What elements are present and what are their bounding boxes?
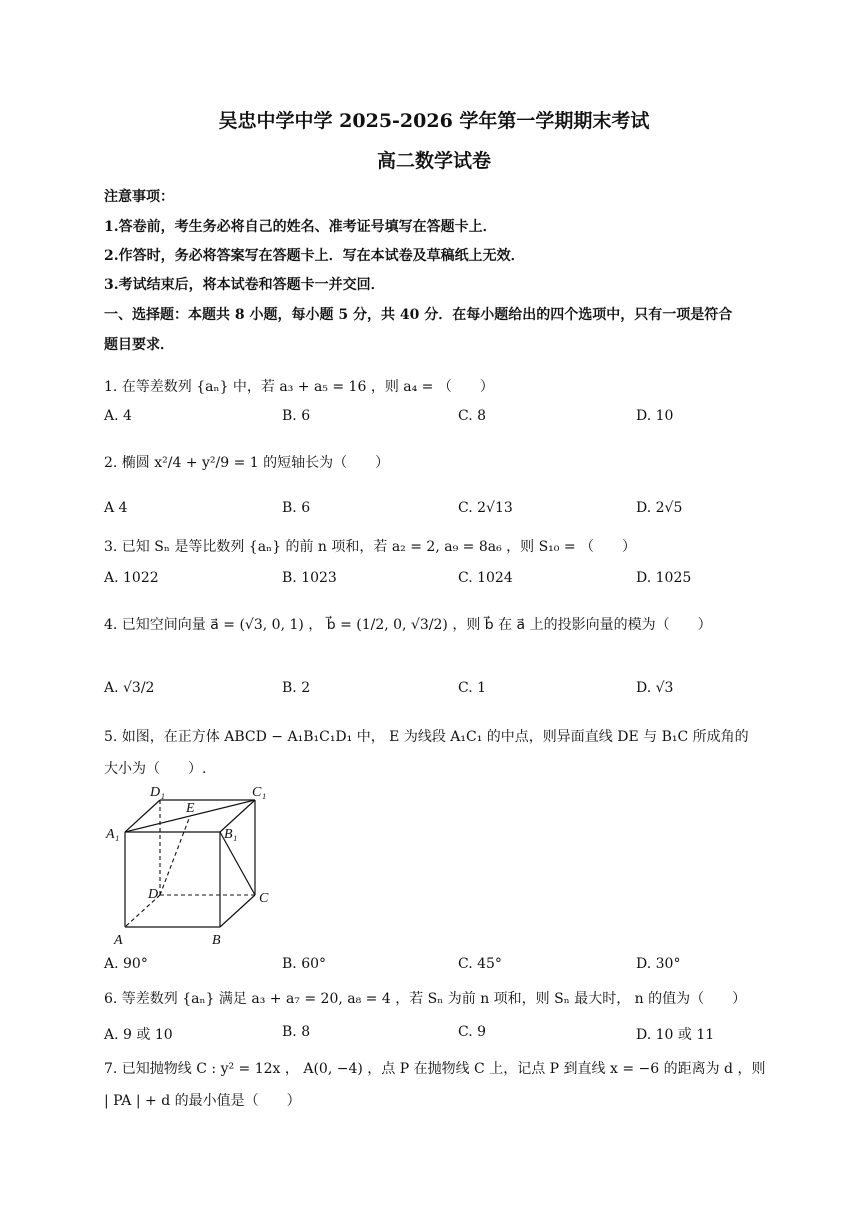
question-5-stem-cont: 大小为（ ）. bbox=[104, 761, 207, 777]
question-2-option-b: B. 6 bbox=[282, 500, 311, 516]
question-3-option-d: D. 1025 bbox=[636, 570, 692, 586]
edge-cb bbox=[220, 895, 255, 927]
question-2-option-a: A 4 bbox=[104, 500, 128, 516]
question-3-stem: 3. 已知 Sₙ 是等比数列 {aₙ} 的前 n 项和，若 a₂ = 2, a₉ = 8a₆ ，则 S₁₀ = （ ） bbox=[104, 539, 637, 555]
notice-item-3: 3.考试结束后，将本试卷和答题卡一并交回． bbox=[104, 277, 385, 293]
question-2-option-d: D. 2√5 bbox=[636, 500, 683, 516]
question-6-option-c: C. 9 bbox=[458, 1024, 487, 1040]
notice-item-1: 1.答卷前，考生务必将自己的姓名、准考证号填写在答题卡上． bbox=[104, 219, 497, 235]
question-3-option-a: A. 1022 bbox=[104, 570, 159, 586]
question-6-option-b: B. 8 bbox=[282, 1024, 311, 1040]
question-3-option-b: B. 1023 bbox=[282, 570, 337, 586]
question-4-option-a: A. √3/2 bbox=[104, 680, 155, 696]
question-4-option-d: D. √3 bbox=[636, 680, 674, 696]
question-1-option-b: B. 6 bbox=[282, 408, 311, 424]
label-a: A bbox=[114, 933, 123, 948]
notice-item-2: 2.作答时，务必将答案写在答题卡上．写在本试卷及草稿纸上无效． bbox=[104, 248, 525, 264]
question-5-option-b: B. 60° bbox=[282, 956, 327, 972]
question-1-stem: 1. 在等差数列 {aₙ} 中，若 a₃ + a₅ = 16 ，则 a₄ = （ ） bbox=[104, 379, 494, 395]
question-2-option-c: C. 2√13 bbox=[458, 500, 513, 516]
label-d1: D₁ bbox=[150, 785, 165, 800]
question-1-option-d: D. 10 bbox=[636, 408, 674, 424]
question-4-stem: 4. 已知空间向量 a⃗ = (√3, 0, 1) ， b⃗ = (1/2, 0, √3/2) ，则 b⃗ 在 a⃗ 上的投影向量的模为（ ） bbox=[104, 617, 712, 633]
section-heading-line1: 一、选择题：本题共 8 小题，每小题 5 分，共 40 分．在每小题给出的四个选项中，只有一项是符合 bbox=[104, 307, 733, 323]
exam-title: 吴忠中学中学 2025-2026 学年第一学期期末考试 bbox=[218, 110, 650, 132]
label-e: E bbox=[186, 801, 195, 816]
section-heading-line2: 题目要求． bbox=[104, 337, 174, 353]
question-5-option-c: C. 45° bbox=[458, 956, 502, 972]
question-4-option-b: B. 2 bbox=[282, 680, 311, 696]
question-6-option-d: D. 10 或 11 bbox=[636, 1027, 715, 1043]
label-c: C bbox=[259, 891, 269, 906]
label-b1: B₁ bbox=[224, 827, 238, 842]
question-7-stem-cont: | PA | + d 的最小值是（ ） bbox=[104, 1093, 301, 1109]
question-1-option-a: A. 4 bbox=[104, 408, 132, 424]
question-4-option-c: C. 1 bbox=[458, 680, 487, 696]
question-5-stem: 5. 如图，在正方体 ABCD − A₁B₁C₁D₁ 中， E 为线段 A₁C₁ 的中点，则异面直线 DE 与 B₁C 所成角的 bbox=[104, 729, 749, 745]
exam-subtitle: 高二数学试卷 bbox=[376, 150, 491, 172]
question-3-option-c: C. 1024 bbox=[458, 570, 513, 586]
label-d: D bbox=[148, 887, 159, 902]
segment-de bbox=[160, 816, 190, 895]
question-2-stem: 2. 椭圆 x²/4 + y²/9 = 1 的短轴长为（ ） bbox=[104, 455, 390, 471]
cube-figure bbox=[100, 782, 280, 952]
label-c1: C₁ bbox=[252, 785, 267, 800]
label-b: B bbox=[212, 933, 221, 948]
question-6-option-a: A. 9 或 10 bbox=[104, 1027, 173, 1043]
question-6-stem: 6. 等差数列 {aₙ} 满足 a₃ + a₇ = 20, a₈ = 4 ，若 Sₙ 为前 n 项和，则 Sₙ 最大时， n 的值为（ ） bbox=[104, 991, 747, 1007]
question-5-option-a: A. 90° bbox=[104, 956, 148, 972]
notice-heading: 注意事项： bbox=[104, 189, 174, 205]
question-7-stem: 7. 已知抛物线 C : y² = 12x ， A(0, −4) ，点 P 在抛物线 C 上，记点 P 到直线 x = −6 的距离为 d ，则 bbox=[104, 1061, 766, 1077]
question-1-option-c: C. 8 bbox=[458, 408, 487, 424]
question-5-option-d: D. 30° bbox=[636, 956, 681, 972]
label-a1: A₁ bbox=[106, 827, 120, 842]
